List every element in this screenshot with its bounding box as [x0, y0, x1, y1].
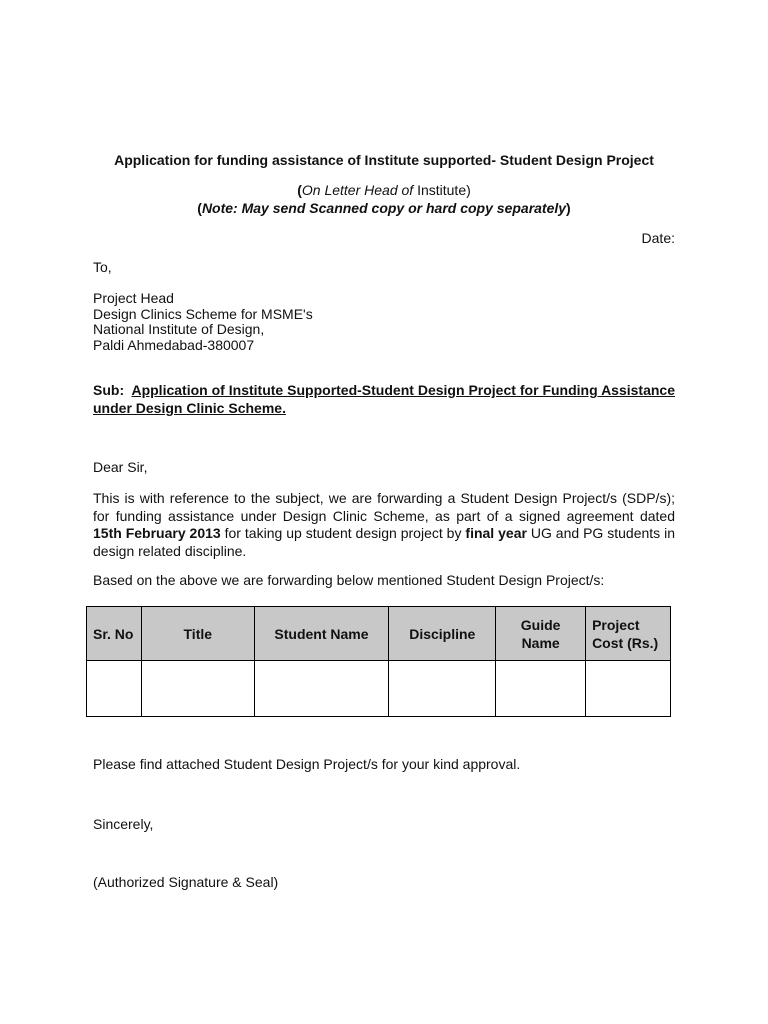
header-student-name: Student Name — [254, 607, 389, 661]
address-line: Design Clinics Scheme for MSME's — [93, 305, 313, 322]
final-year-text: final year — [465, 525, 527, 541]
letterhead-open-paren: ( — [297, 182, 302, 198]
body-part-1: This is with reference to the subject, we are forwarding a Student Design Project/s (SDP/s); for funding assistance under Design Clinic Scheme, as part of a signed agreement dated — [93, 490, 675, 524]
body-part-3: UG and PG students in design related discipline. — [93, 525, 675, 559]
subject-text: Application of Institute Supported-Student Design Project for Funding Assistance under Design Clinic Scheme — [93, 382, 675, 416]
subject-label: Sub: — [93, 382, 125, 398]
letterhead-note — [0, 182, 768, 198]
header-guide-name: Guide Name — [496, 607, 586, 661]
header-sr-no: Sr. No — [87, 607, 142, 661]
closing-line: Please find attached Student Design Project/s for your kind approval. — [93, 756, 521, 772]
subject-line — [93, 381, 675, 417]
table-cell — [586, 661, 671, 717]
recipient-address — [93, 291, 675, 353]
header-title: Title — [141, 607, 254, 661]
projects-table — [86, 606, 671, 717]
date-label: Date: — [641, 230, 675, 246]
header-project-cost: Project Cost (Rs.) — [586, 607, 671, 661]
letterhead-close-paren: ) — [466, 182, 471, 198]
body-part-2: for taking up student design project by — [220, 525, 466, 541]
document-title: Application for funding assistance of Institute supported- Student Design Project — [114, 152, 654, 168]
note-text: Note: May send Scanned copy or hard copy separately — [201, 200, 567, 216]
agreement-date: 15th February 2013 — [93, 525, 221, 541]
table-header-row — [87, 607, 671, 661]
salutation: Dear Sir, — [93, 459, 148, 475]
letterhead-italic: On Letter Head of — [301, 182, 414, 198]
letterhead-institute: Institute — [417, 182, 467, 198]
body-paragraph — [93, 490, 675, 560]
table-row — [87, 661, 671, 717]
address-line: Project Head — [93, 290, 174, 306]
table-cell — [389, 661, 496, 717]
signature-line: (Authorized Signature & Seal) — [93, 874, 279, 890]
header-discipline: Discipline — [389, 607, 496, 661]
forwarding-line: Based on the above we are forwarding below mentioned Student Design Project/s: — [93, 572, 605, 588]
sign-off: Sincerely, — [93, 816, 154, 832]
table-cell — [141, 661, 254, 717]
table-cell — [496, 661, 586, 717]
address-line: Paldi Ahmedabad-380007 — [93, 336, 255, 353]
subject-end: . — [282, 400, 286, 416]
table-cell — [87, 661, 142, 717]
note-open-paren: ( — [197, 200, 202, 216]
submission-note — [0, 200, 768, 216]
note-close-paren: ) — [566, 200, 571, 216]
table-cell — [254, 661, 389, 717]
to-line: To, — [93, 259, 112, 275]
address-line: National Institute of Design, — [93, 321, 265, 337]
